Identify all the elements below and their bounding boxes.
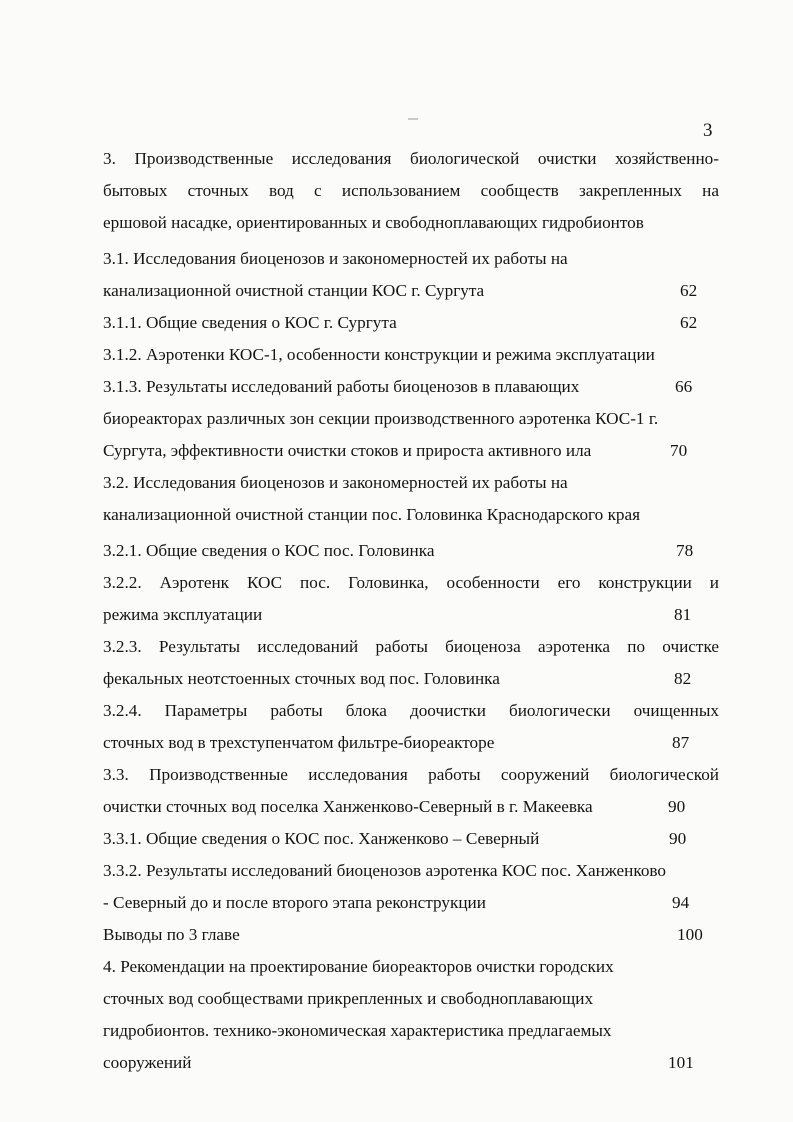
- toc-entry-3-2-3: [103, 663, 719, 695]
- toc-entry-4-line-1: 4. Рекомендации на проектирование биореакторов очистки городских: [103, 957, 614, 976]
- toc-entry-3-1-3-page-1: 66: [675, 377, 693, 396]
- toc-entry-3-2-2-line-2: режима эксплуатации: [103, 605, 263, 624]
- toc-entry-3-1-3-line-3: Сургута, эффективности очистки стоков и прироста активного ила: [103, 441, 592, 460]
- toc-entry-3-2-3-page: 82: [674, 669, 692, 688]
- toc-entry-3-3-1: [103, 823, 719, 855]
- toc-entry-3-2-4-page: 87: [672, 733, 690, 752]
- toc-entry-3-2-1-page: 78: [676, 541, 694, 560]
- toc-entry-3-2-2: [103, 599, 719, 631]
- toc-entry-3-1-3-line-1: 3.1.3. Результаты исследований работы биоценозов в плавающих: [103, 377, 580, 396]
- toc-entry-3-1-page: 62: [680, 281, 698, 300]
- toc-entry-3-3-1-title: 3.3.1. Общие сведения о КОС пос. Ханженково – Северный: [103, 829, 540, 848]
- toc-entry-3-2-1: [103, 535, 719, 567]
- toc-entry-3-2-3-line-2: фекальных неотстоенных сточных вод пос. Головинка: [103, 669, 500, 688]
- toc-entry-3-1-3: [103, 371, 719, 403]
- toc-entry-4-line-4: сооружений: [103, 1053, 192, 1072]
- toc-entry-3-2-4-line-1: 3.2.4. Параметры работы блока доочистки биологически очищенных: [103, 701, 719, 720]
- toc-entry-3-1-1-title: 3.1.1. Общие сведения о КОС г. Сургута: [103, 313, 397, 332]
- table-of-contents: [103, 143, 719, 1079]
- toc-entry-3-2-2-line-1: 3.2.2. Аэротенк КОС пос. Головинка, особенности его конструкции и: [103, 573, 719, 592]
- toc-entry-4-line-3: гидробионтов. технико-экономическая характеристика предлагаемых: [103, 1021, 612, 1040]
- toc-entry-3-3-2-page: 94: [672, 893, 690, 912]
- toc-entry-3-1-1: [103, 307, 719, 339]
- toc-entry-4: [103, 1047, 719, 1079]
- toc-entry-4-page: 101: [668, 1053, 694, 1072]
- toc-entry-3-line-2: бытовых сточных вод с использованием сообществ закрепленных на: [103, 181, 719, 200]
- toc-entry-3-line-3: ершовой насадке, ориентированных и свободноплавающих гидробионтов: [103, 213, 644, 232]
- toc-entry-3-1: [103, 275, 719, 307]
- toc-conclusions-page: 100: [677, 925, 703, 944]
- toc-entry-3-line-1: 3. Производственные исследования биологической очистки хозяйственно-: [103, 149, 719, 168]
- toc-entry-3-1-2: 3.1.2. Аэротенки КОС-1, особенности конструкции и режима эксплуатации: [103, 345, 655, 364]
- toc-entry-3-3-page: 90: [668, 797, 686, 816]
- toc-entry-3-2-3-line-1: 3.2.3. Результаты исследований работы биоценоза аэротенка по очистке: [103, 637, 719, 656]
- toc-entry-3-1-line-1: 3.1. Исследования биоценозов и закономерностей их работы на: [103, 249, 568, 268]
- toc-entry-3-3-line-2: очистки сточных вод поселка Ханженково-Северный в г. Макеевка: [103, 797, 593, 816]
- toc-conclusions: [103, 919, 719, 951]
- toc-entry-3-1-line-2: канализационной очистной станции КОС г. Сургута: [103, 281, 485, 300]
- toc-entry-3-3: [103, 791, 719, 823]
- toc-entry-3-2-1-title: 3.2.1. Общие сведения о КОС пос. Головинка: [103, 541, 435, 560]
- toc-entry-3-2-line-1: 3.2. Исследования биоценозов и закономерностей их работы на: [103, 473, 568, 492]
- toc-conclusions-title: Выводы по 3 главе: [103, 925, 240, 944]
- toc-entry-3-2-4-line-2: сточных вод в трехступенчатом фильтре-биореакторе: [103, 733, 495, 752]
- toc-entry-3-1-3-cont: [103, 435, 719, 467]
- toc-entry-3-3-1-page: 90: [669, 829, 687, 848]
- toc-entry-3-3-2-line-2: - Северный до и после второго этапа реконструкции: [103, 893, 486, 912]
- toc-entry-3-3-line-1: 3.3. Производственные исследования работы сооружений биологической: [103, 765, 719, 784]
- toc-entry-3-1-3-page-2: 70: [670, 441, 688, 460]
- scan-mark: [408, 118, 418, 120]
- toc-entry-3-3-2-line-1: 3.3.2. Результаты исследований биоценозов аэротенка КОС пос. Ханженково: [103, 861, 667, 880]
- toc-entry-3-2-line-2: канализационной очистной станции пос. Головинка Краснодарского края: [103, 505, 641, 524]
- toc-entry-3-2-4: [103, 727, 719, 759]
- toc-entry-3-2-2-page: 81: [674, 605, 692, 624]
- toc-entry-3-3-2: [103, 887, 719, 919]
- toc-entry-4-line-2: сточных вод сообществами прикрепленных и свободноплавающих: [103, 989, 594, 1008]
- page-number: 3: [703, 120, 713, 141]
- toc-entry-3-1-3-line-2: биореакторах различных зон секции производственного аэротенка КОС-1 г.: [103, 409, 659, 428]
- toc-entry-3-1-1-page: 62: [680, 313, 698, 332]
